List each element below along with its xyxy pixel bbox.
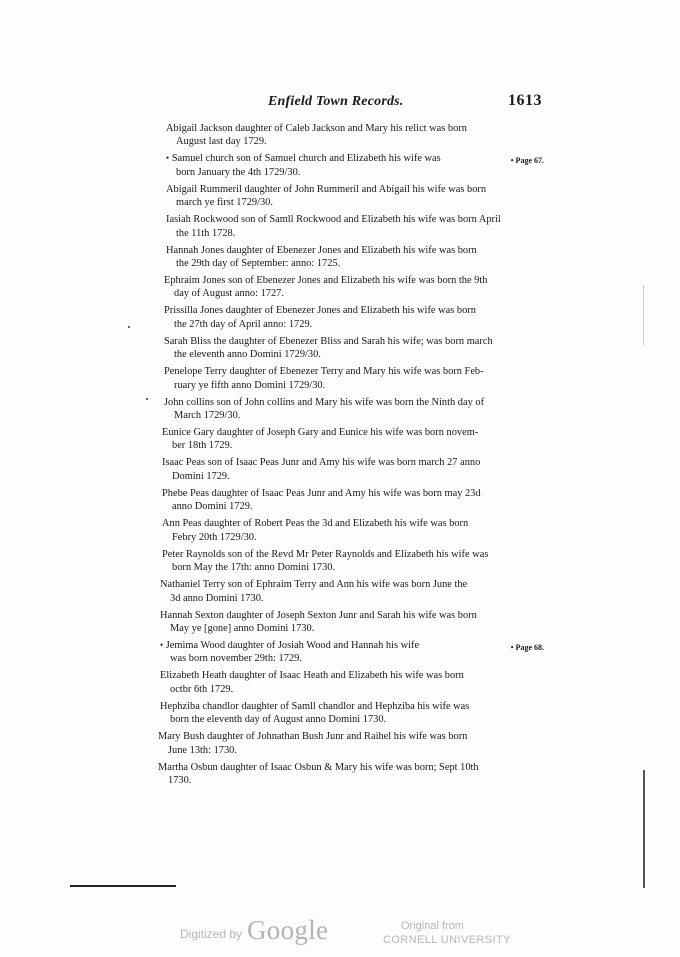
record-entry-line	[164, 335, 544, 348]
record-entry	[160, 578, 544, 605]
record-entry-continuation: the eleventh anno Domini 1729/30.	[174, 349, 321, 361]
record-entry-line	[166, 152, 544, 165]
record-entry-line	[158, 761, 544, 774]
record-entry-continuation: June 13th: 1730.	[168, 744, 237, 756]
record-entry	[158, 730, 544, 757]
google-logo-watermark: Google	[247, 915, 329, 945]
record-entry-text: Mary Bush daughter of Johnathan Bush Junr and Raihel his wife was born	[158, 731, 468, 743]
record-entry-line	[162, 487, 544, 500]
record-entry	[164, 304, 544, 331]
original-from-label: Original from	[401, 920, 464, 932]
record-entry-text: Nathaniel Terry son of Ephraim Terry and Ann his wife was born June the	[160, 579, 468, 591]
record-entry-continuation: ruary ye fifth anno Domini 1729/30.	[174, 379, 326, 391]
record-entry-continuation: the 11th 1728.	[176, 227, 236, 239]
record-entry-line	[162, 426, 544, 439]
bottom-left-rule	[70, 885, 176, 887]
record-entry	[166, 122, 544, 149]
record-entry-text: Samuel church son of Samuel church and Elizabeth his wife was	[171, 153, 441, 165]
record-entry-continuation: August last day 1729.	[176, 136, 267, 148]
page-reference-note: • Page 67.	[510, 156, 544, 166]
record-entry	[164, 396, 544, 423]
record-entry-text: Elizabeth Heath daughter of Isaac Heath and Elizabeth his wife was born	[160, 670, 464, 682]
right-margin-faint-line	[643, 285, 644, 345]
record-entry-continuation: 3d anno Domini 1730.	[170, 592, 264, 604]
record-entry-continuation: born the eleventh day of August anno Domini 1730.	[170, 714, 387, 726]
record-entry-line	[162, 456, 544, 469]
record-entry	[166, 183, 544, 210]
record-entry-text: Sarah Bliss the daughter of Ebenezer Bliss and Sarah his wife; was born march	[164, 335, 493, 347]
record-entry-text: Phebe Peas daughter of Isaac Peas Junr and Amy his wife was born may 23d	[162, 487, 481, 499]
record-entry-continuation: the 29th day of September: anno: 1725.	[176, 258, 341, 270]
record-entry-line	[164, 274, 544, 287]
record-entry-continuation: born May the 17th: anno Domini 1730.	[172, 562, 336, 574]
ink-speck	[128, 326, 130, 328]
digitized-by-label: Digitized by	[180, 927, 243, 941]
page-number: 1613	[508, 92, 542, 109]
record-entry-line	[158, 730, 544, 743]
record-entry-continuation: Febry 20th 1729/30.	[172, 531, 257, 543]
record-entry	[160, 639, 544, 666]
record-entry-continuation: octbr 6th 1729.	[170, 683, 234, 695]
record-entry-text: Hannah Sexton daughter of Joseph Sexton Junr and Sarah his wife was born	[160, 609, 477, 621]
record-entry-line	[162, 548, 544, 561]
record-entry-text: Prissilla Jones daughter of Ebenezer Jones and Elizabeth his wife was born	[164, 305, 476, 317]
record-entry-text: Abigail Rummeril daughter of John Rummeril and Abigail his wife was born	[166, 183, 487, 195]
record-entry	[162, 517, 544, 544]
institution-label: CORNELL UNIVERSITY	[383, 934, 511, 946]
record-entry	[164, 365, 544, 392]
record-entry-continuation: march ye first 1729/30.	[176, 197, 273, 209]
record-entry-line	[160, 578, 544, 591]
record-entry-text: Ann Peas daughter of Robert Peas the 3d and Elizabeth his wife was born	[162, 518, 469, 530]
record-entry-line	[160, 609, 544, 622]
record-entry	[164, 335, 544, 362]
record-entry-text: John collins son of John collins and Mary his wife was born the Ninth day of	[164, 396, 485, 408]
birth-records-list	[158, 122, 544, 791]
record-entry-text: Martha Osbun daughter of Isaac Osbun & Mary his wife was born; Sept 10th	[158, 761, 479, 773]
record-entry-text: Abigail Jackson daughter of Caleb Jackson and Mary his relict was born	[166, 123, 467, 134]
record-entry-continuation: was born november 29th: 1729.	[170, 653, 302, 665]
right-margin-rule	[643, 770, 645, 888]
record-entry-line	[164, 304, 544, 317]
record-entry-text: Penelope Terry daughter of Ebenezer Terry and Mary his wife was born Feb-	[164, 366, 484, 378]
record-entry-line	[166, 244, 544, 257]
record-entry	[166, 213, 544, 240]
page-reference-note: • Page 68.	[510, 642, 544, 652]
record-entry	[166, 244, 544, 271]
record-entry-continuation: the 27th day of April anno: 1729.	[174, 318, 313, 330]
record-entry-continuation: Domini 1729.	[172, 470, 230, 482]
page-header-title: Enfield Town Records.	[268, 94, 404, 109]
record-entry-continuation: March 1729/30.	[174, 410, 241, 422]
record-entry	[162, 487, 544, 514]
record-entry-text: Iasiah Rockwood son of Samll Rockwood and Elizabeth his wife was born April	[166, 214, 501, 226]
record-entry-text: Isaac Peas son of Isaac Peas Junr and Amy his wife was born march 27 anno	[162, 457, 481, 469]
record-entry-text: Peter Raynolds son of the Revd Mr Peter Raynolds and Elizabeth his wife was	[162, 548, 489, 560]
record-entry-line	[164, 396, 544, 409]
record-entry	[160, 700, 544, 727]
record-entry	[160, 609, 544, 636]
record-entry-text: Hephziba chandlor daughter of Samll chandlor and Hephziba his wife was	[160, 700, 470, 712]
record-entry-line	[166, 213, 544, 226]
footnote-marker: •	[166, 153, 170, 164]
record-entry-text: Ephraim Jones son of Ebenezer Jones and Elizabeth his wife was born the 9th	[164, 275, 488, 287]
record-entry-text: Eunice Gary daughter of Joseph Gary and Eunice his wife was born novem-	[162, 427, 479, 439]
record-entry-line	[166, 122, 544, 135]
record-entry	[162, 456, 544, 483]
record-entry-continuation: anno Domini 1729.	[172, 501, 253, 513]
record-entry-text: Jemima Wood daughter of Josiah Wood and Hannah his wife	[165, 639, 420, 651]
record-entry	[162, 548, 544, 575]
record-entry	[166, 152, 544, 179]
record-entry-line	[160, 639, 544, 652]
record-entry-continuation: 1730.	[168, 774, 192, 786]
record-entry-line	[160, 669, 544, 682]
record-entry-line	[164, 365, 544, 378]
record-entry-continuation: born January the 4th 1729/30.	[176, 166, 301, 178]
record-entry	[160, 669, 544, 696]
record-entry-continuation: ber 18th 1729.	[172, 440, 233, 452]
record-entry-line	[166, 183, 544, 196]
record-entry-continuation: day of August anno: 1727.	[174, 288, 284, 300]
record-entry	[158, 761, 544, 788]
record-entry	[162, 426, 544, 453]
record-entry-text: Hannah Jones daughter of Ebenezer Jones and Elizabeth his wife was born	[166, 244, 477, 256]
ink-speck	[146, 398, 148, 400]
record-entry-continuation: May ye [gone] anno Domini 1730.	[170, 622, 315, 634]
record-entry-line	[162, 517, 544, 530]
footnote-marker: •	[160, 639, 164, 650]
record-entry-line	[160, 700, 544, 713]
record-entry	[164, 274, 544, 301]
